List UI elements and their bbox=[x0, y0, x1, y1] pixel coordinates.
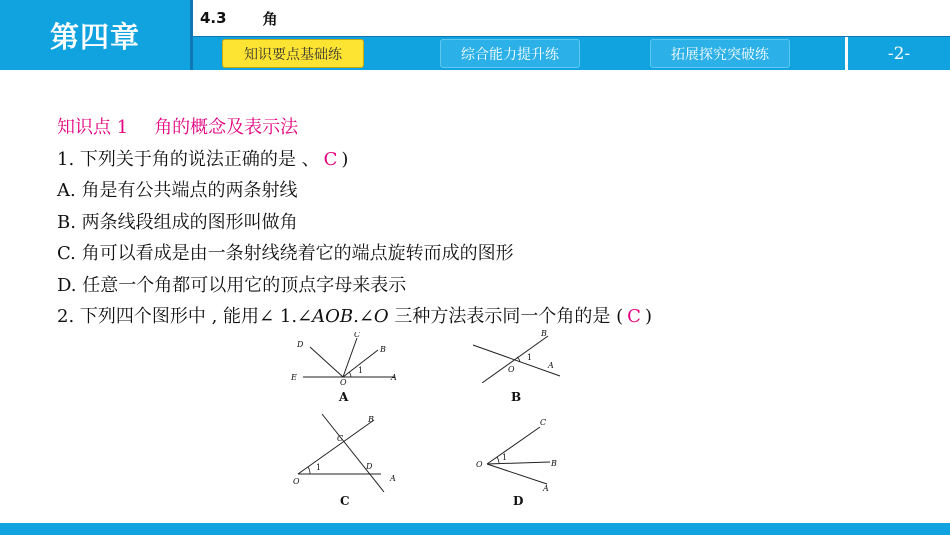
figure-a-point-c: C bbox=[354, 332, 361, 339]
figure-b-label: B bbox=[511, 390, 522, 404]
question-1-option-c: C. 角可以看成是由一条射线绕着它的端点旋转而成的图形 bbox=[57, 243, 514, 264]
section-number: 4.3 bbox=[200, 9, 227, 27]
question-1-option-d: D. 任意一个角都可以用它的顶点字母来表示 bbox=[57, 274, 407, 296]
figure-d bbox=[472, 412, 572, 508]
knowledge-point-heading bbox=[57, 112, 652, 144]
figure-b-point-o: O bbox=[508, 365, 515, 374]
figure-c-diagram bbox=[286, 412, 406, 492]
question-2-close: ) bbox=[644, 306, 652, 327]
figure-a-point-b: B bbox=[380, 345, 386, 354]
figure-a-label: A bbox=[339, 390, 349, 404]
figure-a-point-e: E bbox=[291, 373, 297, 382]
question-1 bbox=[57, 144, 652, 176]
question-1-option-a: A. 角是有公共端点的两条射线 bbox=[57, 180, 298, 201]
footer-bar bbox=[0, 523, 950, 535]
question-content bbox=[57, 112, 652, 333]
question-2-answer: C bbox=[627, 306, 641, 327]
tab-extension-practice[interactable]: 拓展探究突破练 bbox=[650, 39, 790, 68]
figure-a-point-a: A bbox=[391, 373, 397, 382]
figure-d-point-o: O bbox=[476, 460, 483, 469]
figure-a-point-o: O bbox=[340, 378, 347, 387]
figure-b-angle-1: 1 bbox=[527, 353, 533, 362]
question-2-math: ∠AOB.∠O bbox=[297, 306, 389, 327]
figure-c-point-o: O bbox=[293, 477, 300, 486]
figure-d-point-b: B bbox=[551, 459, 557, 468]
section-name: 角 bbox=[262, 9, 278, 28]
figure-c-point-b: B bbox=[368, 415, 374, 424]
figure-b-diagram bbox=[468, 328, 568, 383]
figure-a-diagram bbox=[285, 332, 405, 387]
section-title bbox=[200, 6, 278, 30]
figure-a-angle-1: 1 bbox=[358, 366, 364, 375]
question-1-answer: C bbox=[323, 148, 338, 170]
question-1-text: 1. 下列关于角的说法正确的是 、 bbox=[57, 148, 320, 170]
question-2-suffix: 三种方法表示同一个角的是 ( bbox=[388, 306, 624, 327]
figure-c-point-a: A bbox=[390, 474, 396, 483]
question-2-prefix: 2. 下列四个图形中 , 能用∠ 1. bbox=[57, 306, 298, 327]
figure-b bbox=[468, 328, 568, 404]
figure-c-angle-1: 1 bbox=[316, 463, 322, 472]
tab-comprehensive-practice[interactable]: 综合能力提升练 bbox=[440, 39, 580, 68]
question-1-option-b: B. 两条线段组成的图形叫做角 bbox=[57, 211, 298, 233]
figure-a-point-d: D bbox=[297, 340, 304, 349]
figure-d-point-a: A bbox=[543, 484, 549, 492]
knowledge-point-title: 角的概念及表示法 bbox=[154, 117, 299, 138]
figure-b-point-a: A bbox=[548, 361, 554, 370]
figure-b-point-b: B bbox=[541, 329, 547, 338]
figure-d-diagram bbox=[472, 412, 572, 492]
figure-d-label: D bbox=[513, 494, 524, 508]
figure-d-angle-1: 1 bbox=[502, 453, 508, 462]
knowledge-point-number: 知识点 1 bbox=[57, 117, 129, 138]
figure-c-point-d: D bbox=[366, 462, 373, 471]
question-1-close: ) bbox=[341, 148, 349, 170]
page-number: -2- bbox=[848, 37, 950, 70]
figure-c bbox=[286, 412, 406, 508]
figure-d-point-c: C bbox=[540, 418, 547, 427]
tab-basic-practice[interactable]: 知识要点基础练 bbox=[222, 39, 364, 68]
figure-a bbox=[285, 332, 405, 404]
figure-c-point-c: C bbox=[337, 434, 344, 443]
chapter-title: 第四章 bbox=[0, 0, 190, 70]
figure-c-label: C bbox=[340, 494, 350, 508]
